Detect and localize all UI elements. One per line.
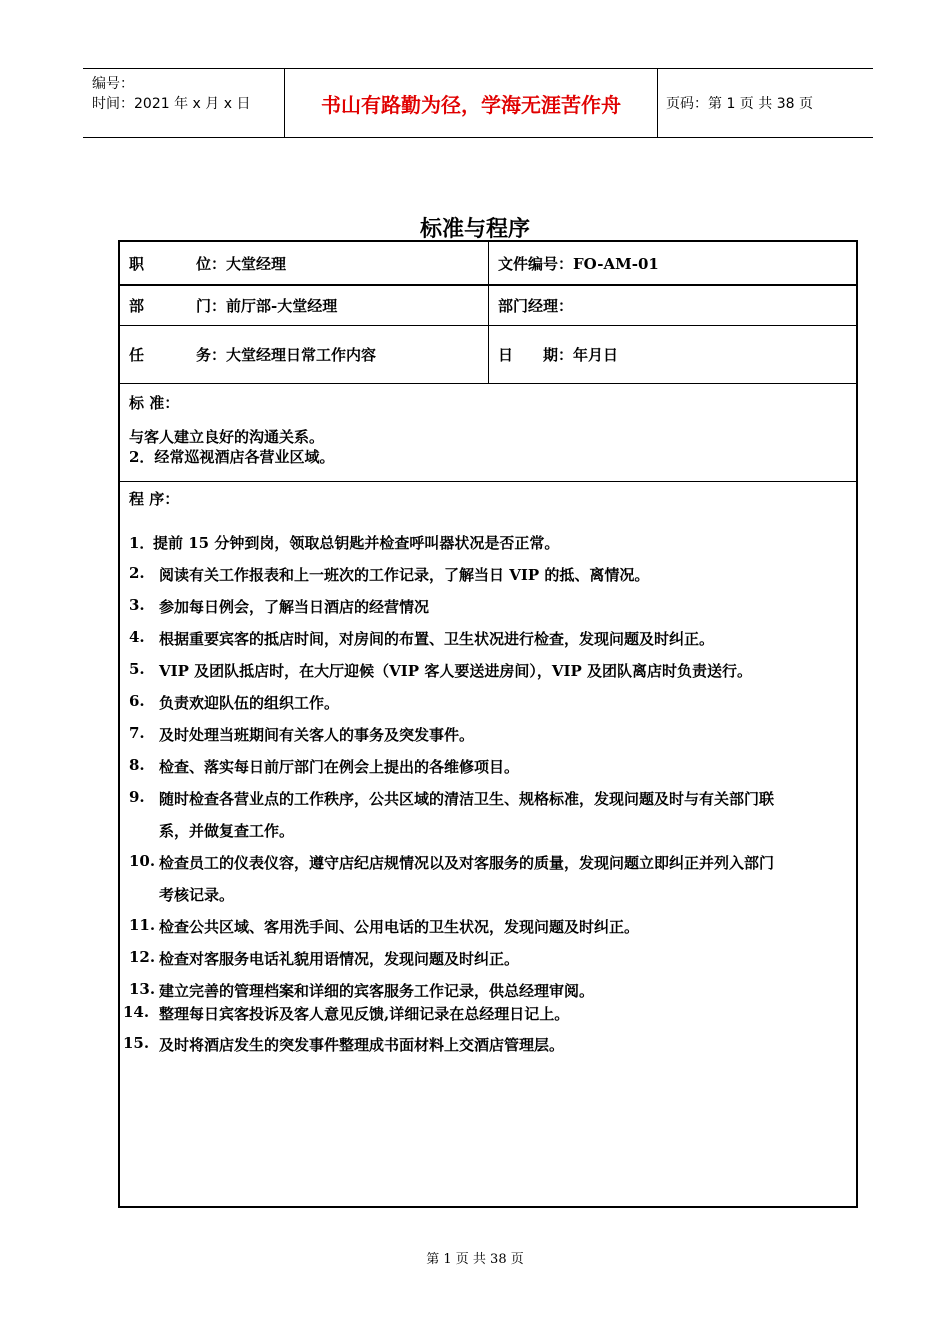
position-label-a: 职 [129,254,145,273]
page-header [83,68,873,138]
department-manager-field: 部门经理： [488,285,854,325]
department-label-a: 部 [129,296,145,315]
header-motto: 书山有路勤为径，学海无涯苦作舟 [284,69,658,137]
header-page-info: 页码：第 1 页 共 38 页 [666,96,813,112]
page-footer [0,1248,950,1267]
procedure-step-continuation: 系，并做复查工作。 [159,822,295,840]
document-time-label: 时间：2021 年 x 月 x 日 [92,96,251,112]
standard-procedure-form: 职 位：大堂经理 文件编号：FO-AM-01 部 门：前厅部-大堂经理 部门经理： 任 务：大堂经理日常工作内容 日 期：年月日 标 准： 与客人建立良好的沟通关系。 2．经常巡视酒店各营业区域。 程 序： 1． 提前 15 分钟到岗，领取总钥匙并检查呼叫器状况是否正常。 2. 阅读有关工作报表和上一班次的工作记录，了解当日 VIP 的抵、离情况。 3. 参加每日例会，了解当日酒店的经营情况 4. 根据重要宾客的抵店时间，对房间的布置、卫生状况进行检查，发现问题及时纠正。 5. VIP 及团队抵店时，在大厅迎候（VIP 客人要送进房间），VIP 及团队离店时负责送行。 6. 负责欢迎队伍的组织工作。 7. 及时处理当班期间有关客人的事务及突发事件。 8. 检查、落实每日前厅部门在例会上提出的各维修项目。 9. 随时检查各营业点的工作秩序，公共区域的清洁卫生、规格标准，发现问题及时与有关部门联 系，并做复查工作。 10. 检查员工的仪表仪容，遵守店纪店规情况以及对客服务的质量，发现问题立即纠正并列入部门 考核记录。 11. 检查公共区域、客用洗手间、公用电话的卫生状况，发现问题及时纠正。 12. 检查对客服务电话礼貌用语情况，发现问题及时纠正。 13. 建立完善的管理档案和详细的宾客服务工作记录，供总经理审阅。 14. 整理每日宾客投诉及客人意见反馈,详细记录在总经理日记上。 15. 及时将酒店发生的突发事件整理成书面材料上交酒店管理层。 [118,240,858,1208]
date-field [488,326,854,383]
procedure-step-continuation: 考核记录。 [159,886,235,904]
task-label-b: 务：大堂经理日常工作内容 [196,346,377,364]
footer-page-number: 第 1 页 共 38 页 [426,1252,524,1267]
date-label-a: 日 [498,346,514,364]
department-label-b: 门：前厅部-大堂经理 [196,296,338,315]
standards-section [120,384,856,482]
procedure-heading: 程 序： [129,490,180,508]
date-label-b: 期：年月日 [543,346,619,364]
document-title: 标准与程序 [419,216,530,242]
form-row-task [120,326,856,384]
standards-heading: 标 准： [129,394,180,412]
form-row-department [120,285,856,326]
file-number-field: 文件编号：FO-AM-01 [488,242,854,284]
task-field [129,326,487,383]
department-field [129,285,487,325]
standard-item: 与客人建立良好的沟通关系。 [129,428,325,446]
task-label-a: 任 [129,346,145,364]
position-field [129,242,487,284]
standard-item: 2．经常巡视酒店各营业区域。 [129,448,335,466]
document-number-label: 编号： [92,76,134,92]
position-label-b: 位：大堂经理 [196,254,287,273]
header-meta [83,69,283,137]
form-row-position [120,242,856,285]
